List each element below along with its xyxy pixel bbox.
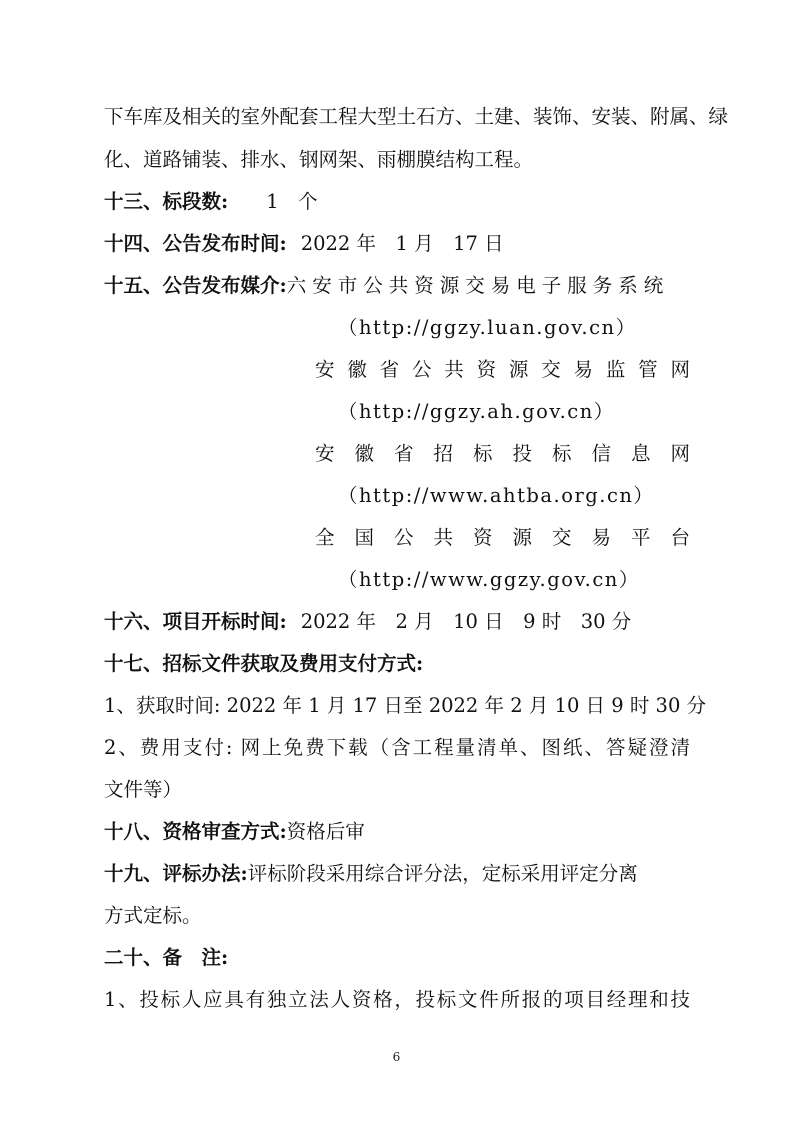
section-19-cont: 方式定标。 (104, 904, 202, 927)
section-14 (104, 224, 690, 264)
section-17 (104, 644, 690, 684)
media-url: （http://www.ahtba.org.cn） (338, 484, 655, 507)
section-18-value: 资格后审 (286, 820, 365, 843)
section-19-label: 十九、评标办法: (104, 862, 248, 885)
section-20-label: 二十、备 注: (104, 946, 229, 969)
media-url: （http://www.ggzy.gov.cn） (338, 568, 640, 591)
paragraph-line: 下车库及相关的室外配套工程大型土石方、土建、装饰、安装、附属、绿 (104, 105, 729, 128)
section-20 (104, 938, 690, 978)
section-16 (104, 602, 690, 642)
section-19-value: 评标阶段采用综合评分法，定标采用评定分离 (247, 862, 638, 885)
section-18-label: 十八、资格审查方式: (104, 820, 287, 843)
media-name: 安徽省招标投标信息网 (315, 442, 690, 465)
section-20-item-1: 1、投标人应具有独立法人资格，投标文件所报的项目经理和技 (104, 988, 690, 1011)
section-17-item-2: 2、费用支付: 网上免费下载（含工程量清单、图纸、答疑澄清 (104, 736, 690, 759)
section-14-label: 十四、公告发布时间: (104, 232, 287, 255)
page-number: 6 (392, 1050, 401, 1064)
section-17-item-2-cont: 文件等） (104, 778, 183, 801)
media-url: （http://ggzy.ah.gov.cn） (338, 400, 615, 423)
section-16-label: 十六、项目开标时间: (104, 610, 287, 633)
media-name: 全国公共资源交易平台 (315, 526, 690, 549)
section-13-value: 1 个 (266, 190, 318, 213)
section-15 (104, 266, 690, 306)
section-17-item-1: 1、获取时间: 2022 年 1 月 17 日至 2022 年 2 月 10 日 9 时 30 分 (104, 694, 707, 717)
section-18 (104, 812, 690, 852)
section-17-label: 十七、招标文件获取及费用支付方式: (104, 652, 424, 675)
media-url: （http://ggzy.luan.gov.cn） (338, 316, 637, 339)
section-16-value: 2022 年 2 月 10 日 9 时 30 分 (300, 610, 632, 633)
section-19 (104, 854, 690, 894)
media-name: 六安市公共资源交易电子服务系统 (286, 274, 670, 297)
section-13-label: 十三、标段数: (104, 190, 229, 213)
section-15-label: 十五、公告发布媒介: (104, 274, 287, 297)
section-13 (104, 182, 690, 222)
media-name: 安徽省公共资源交易监管网 (315, 358, 690, 381)
section-14-value: 2022 年 1 月 17 日 (300, 232, 504, 255)
paragraph-line: 化、道路铺装、排水、钢网架、雨棚膜结构工程。 (104, 148, 534, 171)
